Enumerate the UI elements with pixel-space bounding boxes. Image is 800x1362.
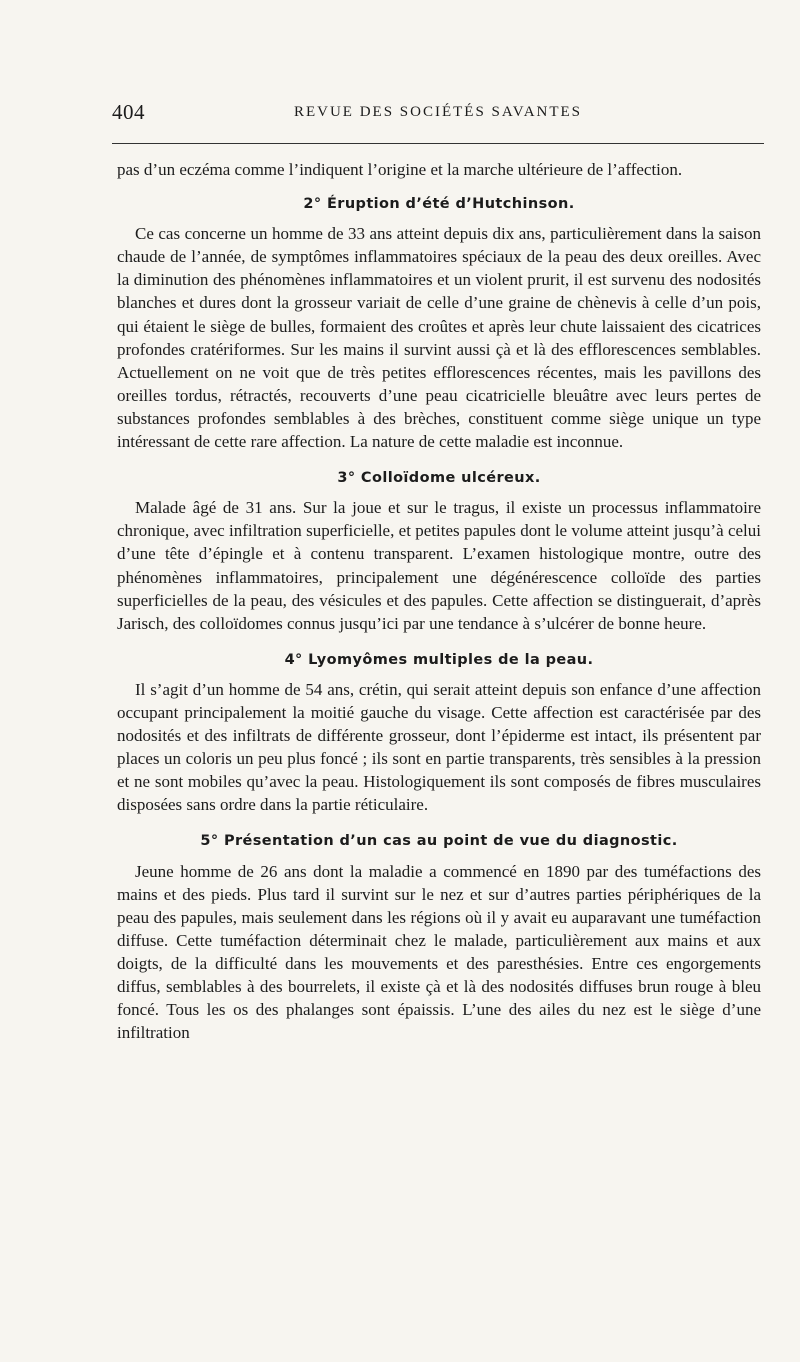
running-head: REVUE DES SOCIÉTÉS SAVANTES	[293, 104, 583, 120]
page-number: 404	[112, 100, 145, 124]
heading-colloidome: 3° Colloïdome ulcéreux.	[337, 470, 541, 487]
heading-presentation: 5° Présentation d’un cas au point de vue du diagnostic.	[200, 833, 678, 850]
body-text	[117, 158, 761, 1044]
heading-lyomyomes: 4° Lyomyômes multiples de la peau.	[284, 651, 594, 668]
paragraph-intro: pas d’un eczéma comme l’indiquent l’origine et la marche ultérieure de l’affection.	[117, 160, 683, 179]
paragraph-colloidome: Malade âgé de 31 ans. Sur la joue et sur le tragus, il existe un processus inflammatoire chronique, avec infiltration superficielle, et petites papules dont le volume atteint jusqu’à celui d’une tête d’épingle et à contenu transparent. L’examen histologique montre, outre des phénomènes inflammatoires, principalement une dégénérescence colloïde des parties superficielles de la peau, des vésicules et des papules. Cette affection se distinguerait, d’après Jarisch, des colloïdomes connus jusqu’ici par une tendance à s’ulcérer de bonne heure.	[117, 498, 761, 633]
paragraph-presentation: Jeune homme de 26 ans dont la maladie a commencé en 1890 par des tuméfactions des mains et des pieds. Plus tard il survint sur le nez et sur d’autres parties périphériques de la peau des papules, mais seulement dans les régions où il y avait eu auparavant une tuméfaction diffuse. Cette tuméfaction déterminait chez le malade, particulièrement aux mains et aux doigts, de la difficulté dans les mouvements et des paresthésies. Entre ces engorgements diffus, semblables à des bourrelets, il existe çà et là des nodosités diffuses brun rouge à bleu foncé. Tous les os des phalanges sont épaissis. L’une des ailes du nez est le siège d’une infiltration	[117, 861, 761, 1043]
page-header	[112, 100, 764, 130]
heading-hutchinson: 2° Éruption d’été d’Hutchinson.	[303, 196, 575, 213]
header-rule	[112, 143, 764, 144]
paragraph-lyomyomes: Il s’agit d’un homme de 54 ans, crétin, qui serait atteint depuis son enfance d’une affection occupant principalement la moitié gauche du visage. Cette affection est caractérisée par des nodosités et des infiltrats de différente grosseur, dont l’épiderme est intact, ils présentent par places un coloris un peu plus foncé ; ils sont en partie transparents, très sensibles à la pression et ne sont mobiles qu’avec la peau. Histologiquement ils sont composés de fibres musculaires disposées sans ordre dans la partie réticulaire.	[117, 679, 761, 815]
paragraph-hutchinson: Ce cas concerne un homme de 33 ans atteint depuis dix ans, particulièrement dans la saison chaude de l’année, de symptômes inflammatoires spéciaux de la peau des deux oreilles. Avec la diminution des phénomènes inflammatoires et un violent prurit, il est survenu des nodosités blanches et dures dont la grosseur variait de celle d’une graine de chènevis à celle d’un pois, qui étaient le siège de bulles, formaient des croûtes et après leur chute laissaient des cicatrices profondes cratériformes. Sur les mains il survint aussi çà et là des efflorescences semblables. Actuellement on ne voit que de très petites efflorescences récentes, mais les pavillons des oreilles tordus, rétractés, recouverts d’une peau cicatricielle bleuâtre avec leurs pertes de substances profondes semblables à des brèches, constituent comme siège unique un type intéressant de cette rare affection. La nature de cette maladie est inconnue.	[117, 224, 761, 452]
